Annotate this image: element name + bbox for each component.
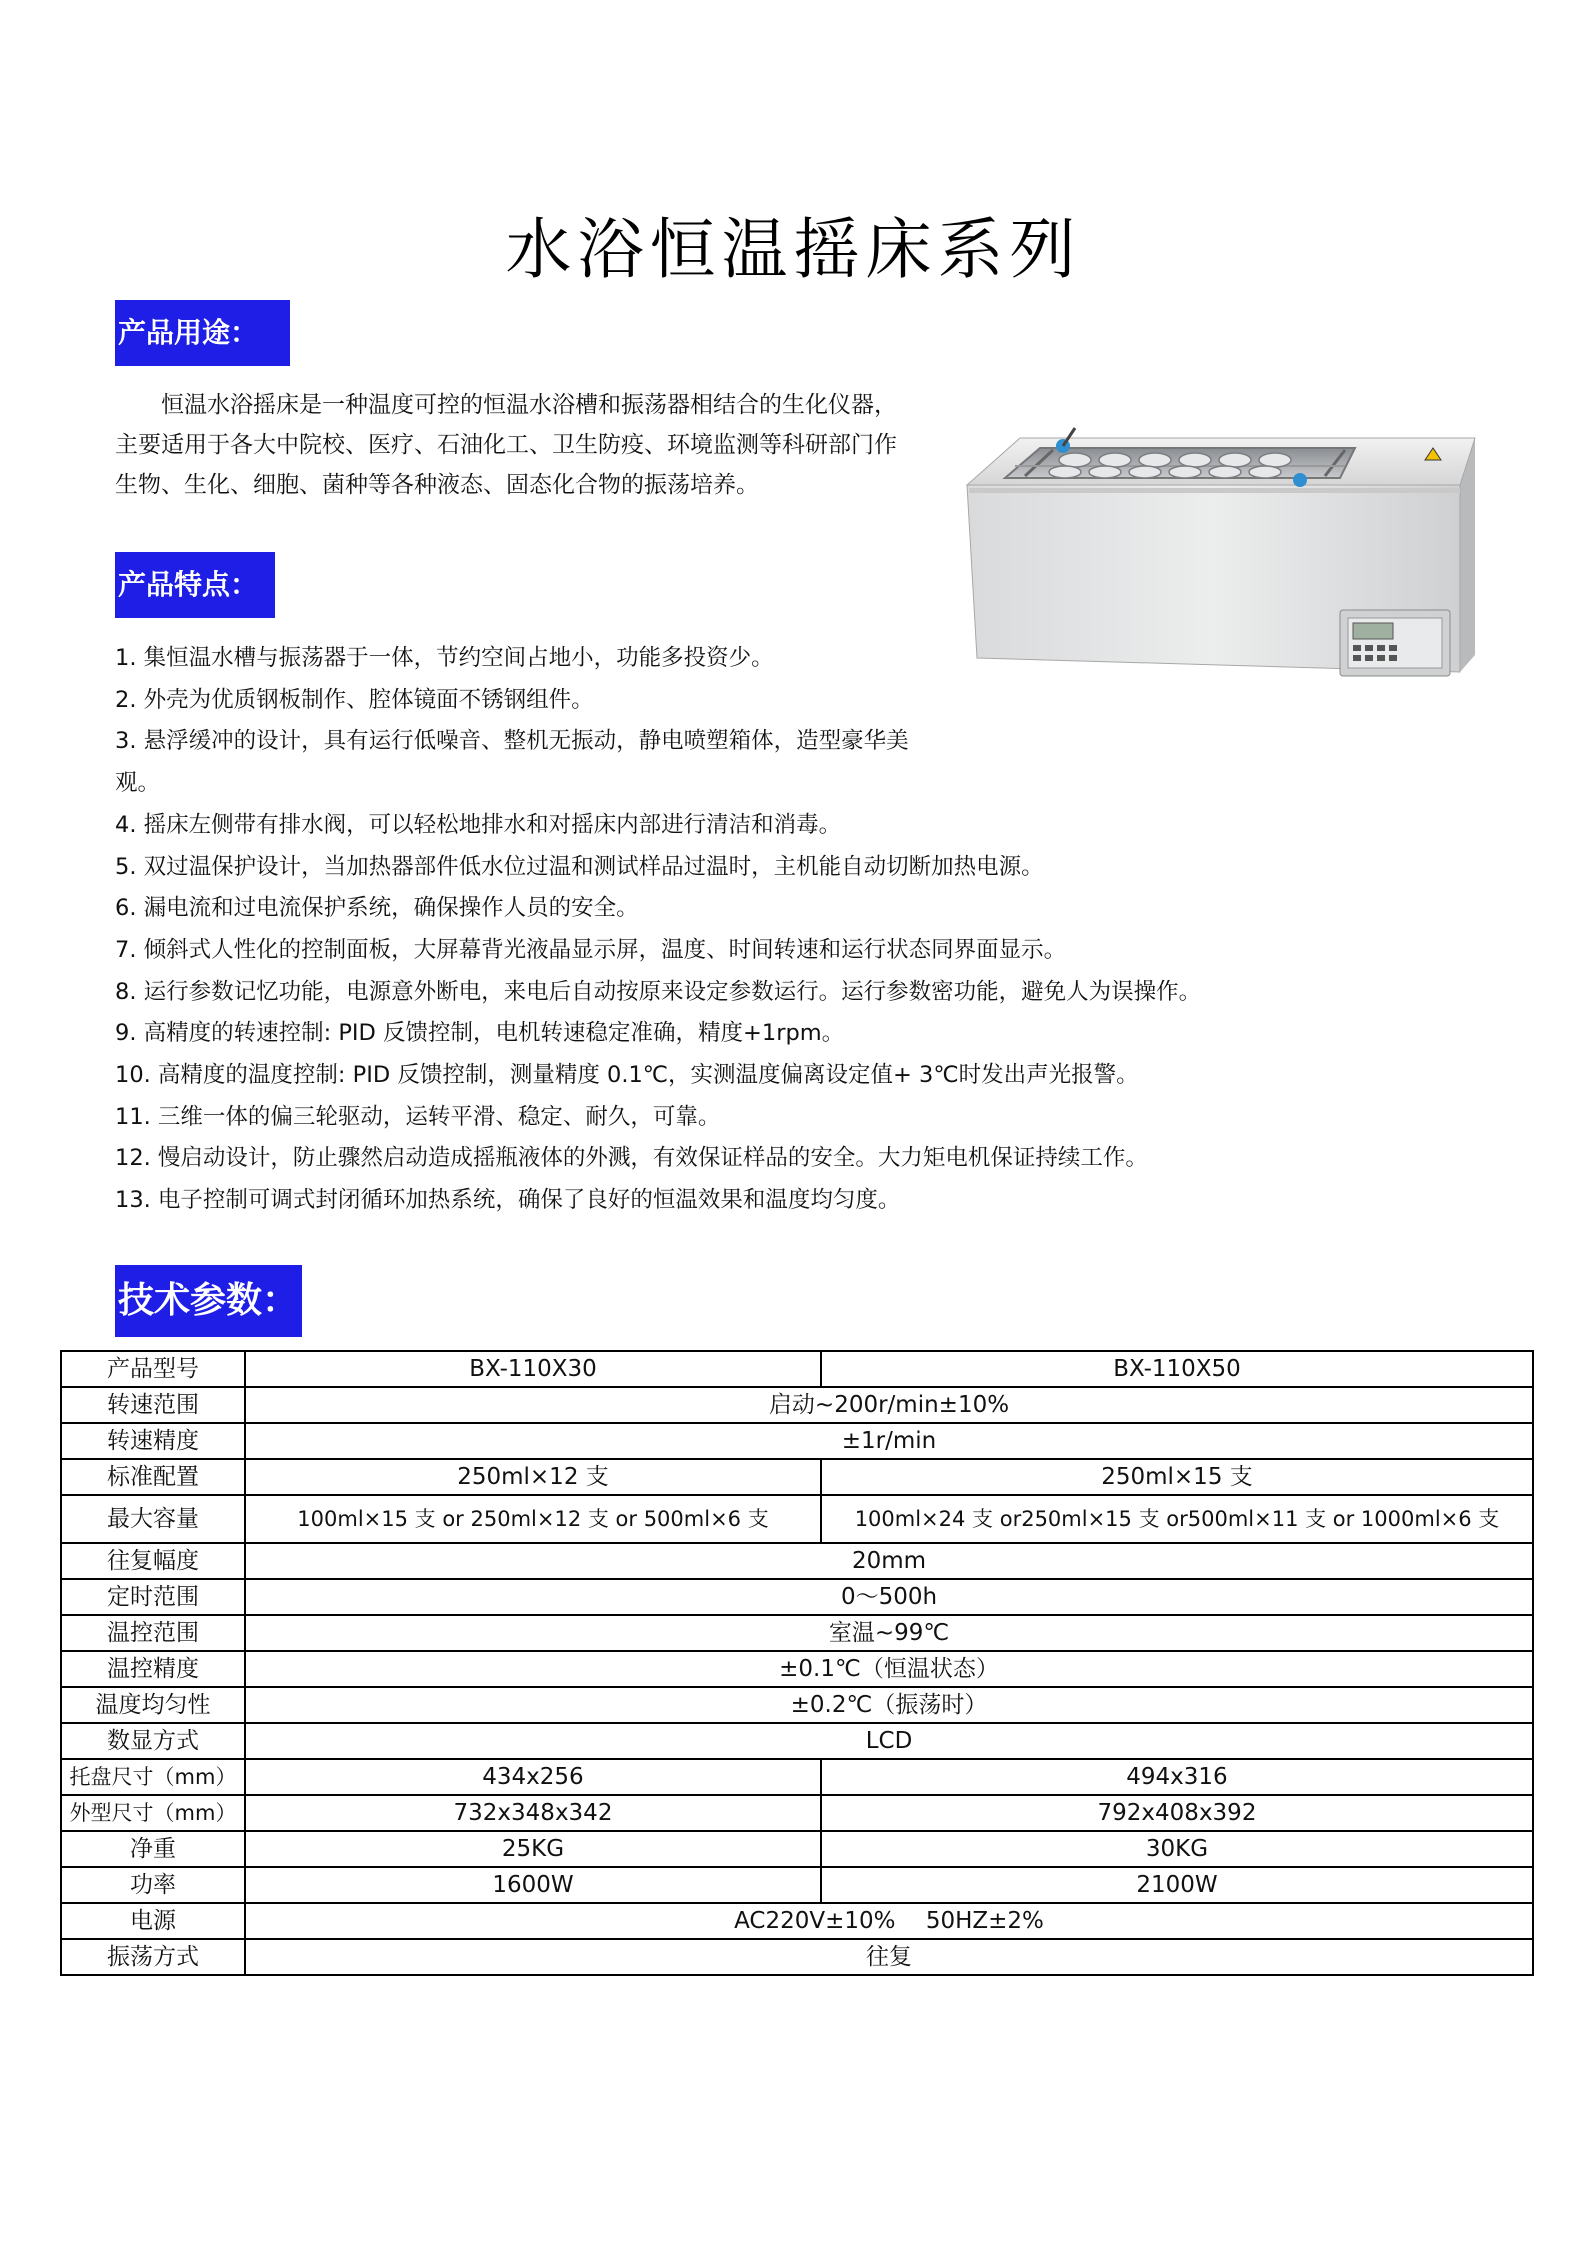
table-row: [61, 1795, 1533, 1831]
table-row: [61, 1867, 1533, 1903]
table-row: [61, 1387, 1533, 1423]
spec-label: 托盘尺寸（mm）: [61, 1759, 245, 1795]
spec-label: 温控精度: [61, 1651, 245, 1687]
feature-item: 7. 倾斜式人性化的控制面板，大屏幕背光液晶显示屏，温度、时间转速和运行状态同界面显示。: [115, 936, 1067, 963]
feature-item: 4. 摇床左侧带有排水阀，可以轻松地排水和对摇床内部进行清洁和消毒。: [115, 811, 842, 838]
spec-value: 往复: [245, 1939, 1533, 1975]
spec-value: 732x348x342: [245, 1795, 821, 1831]
table-row: [61, 1903, 1533, 1939]
spec-label: 振荡方式: [61, 1939, 245, 1975]
feature-item: 2. 外壳为优质钢板制作、腔体镜面不锈钢组件。: [115, 686, 594, 713]
table-row: [61, 1579, 1533, 1615]
spec-label: 电源: [61, 1903, 245, 1939]
spec-value: 2100W: [821, 1867, 1533, 1903]
feature-item: 8. 运行参数记忆功能，电源意外断电，来电后自动按原来设定参数运行。运行参数密功能，避免人为误操作。: [115, 978, 1202, 1005]
spec-value: 100ml×15 支 or 250ml×12 支 or 500ml×6 支: [245, 1495, 821, 1543]
usage-text: [115, 385, 945, 505]
spec-value: ±0.1℃（恒温状态）: [245, 1651, 1533, 1687]
specs-heading: 技术参数：: [115, 1265, 302, 1337]
spec-value: 792x408x392: [821, 1795, 1533, 1831]
feature-item: 6. 漏电流和过电流保护系统，确保操作人员的安全。: [115, 895, 639, 922]
table-row: [61, 1687, 1533, 1723]
spec-value: 494x316: [821, 1759, 1533, 1795]
spec-label: 功率: [61, 1867, 245, 1903]
spec-value: 434x256: [245, 1759, 821, 1795]
spec-label: 数显方式: [61, 1723, 245, 1759]
spec-value: BX-110X50: [821, 1351, 1533, 1387]
features-list: [115, 638, 1315, 1222]
spec-value: AC220V±10% 50HZ±2%: [245, 1903, 1533, 1939]
spec-value: 100ml×24 支 or250ml×15 支 or500ml×11 支 or 1000ml×6 支: [821, 1495, 1533, 1543]
feature-item: 10. 高精度的温度控制: PID 反馈控制，测量精度 0.1℃，实测温度偏离设定值+ 3℃时发出声光报警。: [115, 1062, 1139, 1089]
feature-item: 1. 集恒温水槽与振荡器于一体，节约空间占地小，功能多投资少。: [115, 645, 774, 671]
spec-value: ±1r/min: [245, 1423, 1533, 1459]
spec-label: 转速范围: [61, 1387, 245, 1423]
table-row: [61, 1723, 1533, 1759]
table-row: [61, 1615, 1533, 1651]
spec-value: 0～500h: [245, 1579, 1533, 1615]
spec-value: 1600W: [245, 1867, 821, 1903]
table-row: [61, 1543, 1533, 1579]
features-heading: 产品特点：: [115, 552, 275, 618]
usage-heading: 产品用途：: [115, 300, 290, 366]
feature-item: 9. 高精度的转速控制: PID 反馈控制，电机转速稳定准确，精度+1rpm。: [115, 1020, 845, 1047]
spec-value: ±0.2℃（振荡时）: [245, 1687, 1533, 1723]
spec-value: 25KG: [245, 1831, 821, 1867]
spec-value: LCD: [245, 1723, 1533, 1759]
table-row: [61, 1423, 1533, 1459]
table-row: [61, 1939, 1533, 1975]
spec-value: 室温~99℃: [245, 1615, 1533, 1651]
spec-label: 产品型号: [61, 1351, 245, 1387]
spec-value: 250ml×15 支: [821, 1459, 1533, 1495]
usage-line: 生物、生化、细胞、菌种等各种液态、固态化合物的振荡培养。: [115, 472, 759, 498]
feature-item: 12. 慢启动设计，防止骤然启动造成摇瓶液体的外溅，有效保证样品的安全。大力矩电机保证持续工作。: [115, 1145, 1148, 1172]
usage-line: 恒温水浴摇床是一种温度可控的恒温水浴槽和振荡器相结合的生化仪器，: [161, 392, 897, 418]
specs-table: [60, 1350, 1534, 1976]
spec-label: 最大容量: [61, 1495, 245, 1543]
feature-item: 13. 电子控制可调式封闭循环加热系统，确保了良好的恒温效果和温度均匀度。: [115, 1187, 901, 1214]
table-row: [61, 1459, 1533, 1495]
spec-value: 250ml×12 支: [245, 1459, 821, 1495]
spec-label: 温度均匀性: [61, 1687, 245, 1723]
table-row: [61, 1651, 1533, 1687]
spec-label: 往复幅度: [61, 1543, 245, 1579]
table-row: [61, 1831, 1533, 1867]
spec-label: 转速精度: [61, 1423, 245, 1459]
spec-label: 标准配置: [61, 1459, 245, 1495]
spec-label: 定时范围: [61, 1579, 245, 1615]
spec-value: BX-110X30: [245, 1351, 821, 1387]
usage-line: 主要适用于各大中院校、医疗、石油化工、卫生防疫、环境监测等科研部门作: [115, 432, 897, 458]
spec-label: 净重: [61, 1831, 245, 1867]
page-title: 水浴恒温摇床系列: [505, 211, 1082, 288]
feature-item: 11. 三维一体的偏三轮驱动，运转平滑、稳定、耐久，可靠。: [115, 1103, 721, 1130]
table-row: [61, 1759, 1533, 1795]
table-row: [61, 1351, 1533, 1387]
spec-label: 外型尺寸（mm）: [61, 1795, 245, 1831]
spec-label: 温控范围: [61, 1615, 245, 1651]
spec-value: 20mm: [245, 1543, 1533, 1579]
spec-value: 启动~200r/min±10%: [245, 1387, 1533, 1423]
feature-item: 5. 双过温保护设计，当加热器部件低水位过温和测试样品过温时，主机能自动切断加热电源。: [115, 853, 1044, 880]
feature-item: 3. 悬浮缓冲的设计，具有运行低噪音、整机无振动，静电喷塑箱体，造型豪华美观。: [115, 728, 909, 797]
table-row: [61, 1495, 1533, 1543]
spec-value: 30KG: [821, 1831, 1533, 1867]
